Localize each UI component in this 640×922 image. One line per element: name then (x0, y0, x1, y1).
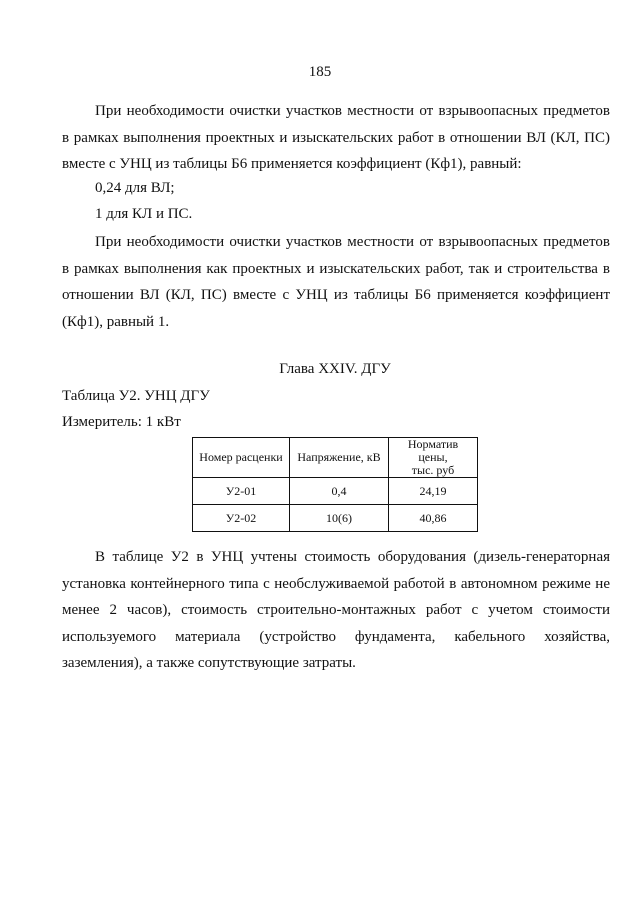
table-caption: Таблица У2. УНЦ ДГУ (62, 388, 210, 404)
header-voltage: Напряжение, кВ (290, 438, 389, 478)
list-item-kl-ps: 1 для КЛ и ПС. (95, 206, 193, 222)
table-unit: Измеритель: 1 кВт (62, 414, 181, 430)
table-row (193, 478, 478, 505)
cell-voltage: 0,4 (290, 478, 389, 505)
cell-price: 40,86 (389, 505, 478, 532)
cell-price: 24,19 (389, 478, 478, 505)
header-price-line1: Норматив цены, (407, 437, 459, 464)
table-header-row (193, 438, 478, 478)
chapter-title: Глава XXIV. ДГУ (279, 361, 391, 377)
cell-voltage: 10(6) (290, 505, 389, 532)
cell-code: У2-02 (193, 505, 290, 532)
cell-code: У2-01 (193, 478, 290, 505)
list-item-vl: 0,24 для ВЛ; (95, 180, 175, 196)
rates-table (192, 437, 478, 532)
header-price (389, 438, 478, 478)
paragraph-coefficient-construction: При необходимости очистки участков местности от взрывоопасных предметов в рамках выполнения как проектных и изыскательских работ, так и строительства в отношении ВЛ (КЛ, ПС) вместе с УНЦ из таблицы Б6 применяется коэффициент (Кф1), равный 1. (62, 234, 610, 330)
header-code: Номер расценки (193, 438, 290, 478)
page-number: 185 (308, 64, 332, 80)
header-price-line2: тыс. руб (411, 463, 455, 477)
paragraph-coefficient-design: При необходимости очистки участков местности от взрывоопасных предметов в рамках выполнения проектных и изыскательских работ в отношении ВЛ (КЛ, ПС) вместе с УНЦ из таблицы Б6 применяется коэффициент (Кф1), равный: (62, 103, 610, 172)
paragraph-table-description: В таблице У2 в УНЦ учтены стоимость оборудования (дизель-генераторная установка контейнерного типа с необслуживаемой работой в автономном режиме не менее 2 часов), стоимость строительно-монтажных работ с учетом стоимости используемого материала (устройство фундамента, кабельного хозяйства, заземления), а также сопутствующие затраты. (62, 549, 610, 671)
table-row (193, 505, 478, 532)
